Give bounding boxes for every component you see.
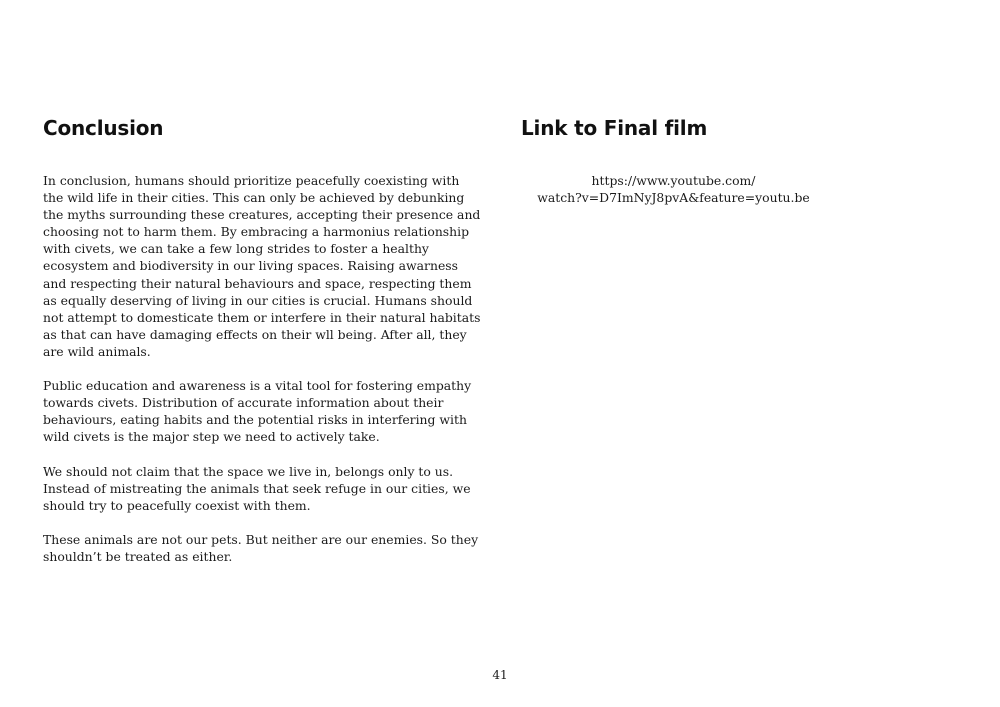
conclusion-paragraph-3: We should not claim that the space we live in, belongs only to us. Instead of mistreating the animals that seek refuge in our cities, we should try to peacefully coexist with them. (43, 463, 471, 513)
final-film-heading: Link to Final film (521, 116, 708, 140)
page-number: 41 (492, 668, 508, 682)
conclusion-heading: Conclusion (43, 116, 164, 140)
final-film-url: https://www.youtube.com/ watch?v=D7ImNyJ8pvA&feature=youtu.be (537, 173, 810, 206)
conclusion-body (43, 172, 488, 582)
conclusion-paragraph-2: Public education and awareness is a vital tool for fostering empathy towards civets. Distribution of accurate information about their behaviours, eating habits and the potential risks in interfering with wild civets is the major step we need to actively take. (43, 378, 472, 445)
conclusion-paragraph-4: These animals are not our pets. But neither are our enemies. So they shouldn’t be treated as either. (43, 531, 479, 565)
conclusion-paragraph-1: In conclusion, humans should prioritize peacefully coexisting with the wild life in their cities. This can only be achieved by debunking the myths surrounding these creatures, accepting their presence and choosing not to harm them. By embracing a harmonius relationship with civets, we can take a few long strides to foster a healthy ecosystem and biodiversity in our living spaces. Raising awarness and respecting their natural behaviours and space, respecting them as equally deserving of living in our cities is crucial. Humans should not attempt to domesticate them or interfere in their natural habitats as that can have damaging effects on their wll being. After all, they are wild animals. (43, 173, 481, 359)
